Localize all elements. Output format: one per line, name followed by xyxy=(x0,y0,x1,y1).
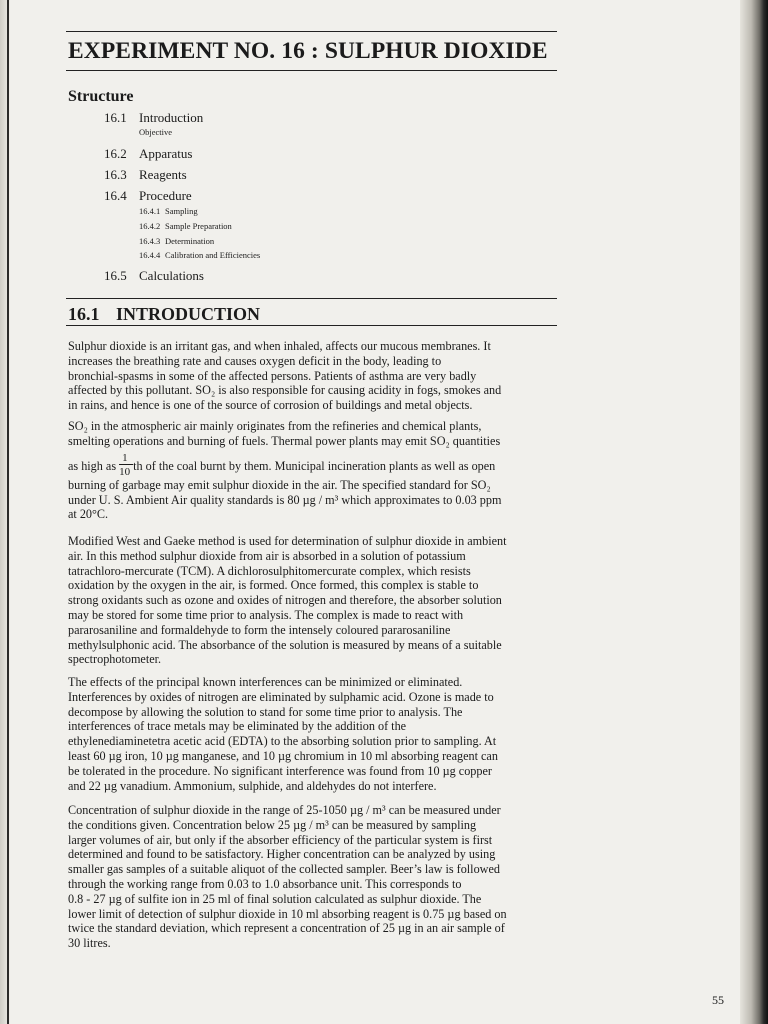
text-line: strong oxidants such as ozone and oxides of nitrogen and therefore, the absorber solution xyxy=(68,593,502,608)
toc-subitem-label: Sampling xyxy=(165,206,198,216)
text-line: methylsulphonic acid. The absorbance of the solution is measured by means of a suitable xyxy=(68,637,502,652)
structure-heading: Structure xyxy=(68,88,134,105)
text-line: The effects of the principal known interferences can be minimized or eliminated. xyxy=(68,675,463,689)
paragraph-method xyxy=(68,534,558,667)
text-line: smelting operations and burning of fuels. Thermal power plants may emit SO₂ quantities xyxy=(68,433,501,448)
text-line: oxidation by the oxygen in the air, is formed. Once formed, this complex is stable to xyxy=(68,578,479,593)
text-line: at 20°C. xyxy=(68,507,109,522)
toc-item xyxy=(104,110,203,126)
toc-item xyxy=(104,188,192,204)
text-line: be tolerated in the procedure. No significant interference was found from 10 µg copper xyxy=(68,763,492,778)
section-heading xyxy=(68,304,260,325)
toc-subitem xyxy=(139,127,172,137)
toc-subitem-label: Sample Preparation xyxy=(165,221,232,231)
page-right-shadow xyxy=(740,0,768,1024)
fraction-denominator: 10 xyxy=(119,465,131,478)
toc-item-number: 16.1 xyxy=(104,110,127,125)
toc-item-label: Calculations xyxy=(139,268,204,283)
toc-subitem xyxy=(139,250,260,260)
fraction xyxy=(119,451,133,478)
toc-subitem-number: 16.4.1 xyxy=(139,206,161,216)
text-line: 30 litres. xyxy=(68,936,111,951)
toc-subitem xyxy=(139,206,198,216)
text-line: affected by this pollutant. SO₂ is also responsible for causing acidity in fogs, smokes and xyxy=(68,383,502,398)
toc-item xyxy=(104,146,192,162)
toc-item-label: Reagents xyxy=(139,167,187,182)
text-line: and 22 µg vanadium. Ammonium, sulphide, and aldehydes do not interfere. xyxy=(68,778,437,793)
text-fragment: th of the coal burnt by them. Municipal incineration plants as well as open xyxy=(133,458,496,473)
paragraph-health-effects xyxy=(68,339,558,413)
paragraph-sources xyxy=(68,419,558,522)
toc-subitem-label: Determination xyxy=(165,236,215,246)
text-line: lower limit of detection of sulphur dioxide in 10 ml absorbing reagent is 0.75 µg based on xyxy=(68,906,507,921)
text-line: Modified West and Gaeke method is used for determination of sulphur dioxide in ambient xyxy=(68,534,507,548)
text-line: Sulphur dioxide is an irritant gas, and when inhaled, affects our mucous membranes. It xyxy=(68,339,491,353)
toc-subitem-number: 16.4.3 xyxy=(139,236,161,246)
text-line: Concentration of sulphur dioxide in the range of 25-1050 µg / m³ can be measured under xyxy=(68,803,501,817)
toc-subitem-number: 16.4.4 xyxy=(139,250,161,260)
text-line: twice the standard deviation, which represent a concentration of 25 µg in an air sample of xyxy=(68,921,505,936)
toc-subitem-label: Objective xyxy=(139,127,173,137)
toc-item xyxy=(104,167,187,183)
page-number: 55 xyxy=(712,993,724,1007)
section-bottom-rule xyxy=(66,325,557,326)
text-line: spectrophotometer. xyxy=(68,652,162,667)
text-line: pararosaniline and formaldehyde to form the intensely coloured pararosaniline xyxy=(68,622,451,637)
text-line: under U. S. Ambient Air quality standards is 80 µg / m³ which approximates to 0.03 ppm xyxy=(68,492,502,507)
text-line: in rains, and hence is one of the source of corrosion of buildings and metal objects. xyxy=(68,398,473,413)
fraction-numerator: 1 xyxy=(122,451,128,464)
title-top-rule xyxy=(66,31,557,32)
text-line: smaller gas samples of a suitable aliquot of the collected sampler. Beer’s law is followed xyxy=(68,862,500,877)
text-line: ethylenediaminetetra acetic acid (EDTA) to the absorbing solution prior to sampling. At xyxy=(68,734,497,749)
text-line: the conditions given. Concentration below 25 µg / m³ can be measured by sampling xyxy=(68,817,477,832)
paragraph-concentration xyxy=(68,803,558,951)
text-line: through the working range from 0.03 to 1.0 absorbance unit. This corresponds to xyxy=(68,876,462,891)
text-line: least 60 µg iron, 10 µg manganese, and 10 µg chromium in 10 ml absorbing reagent can xyxy=(68,748,498,763)
text-line: increases the breathing rate and causes oxygen deficit in the body, leading to xyxy=(68,353,442,368)
text-line: Interferences by oxides of nitrogen are eliminated by sulphamic acid. Ozone is made to xyxy=(68,689,494,704)
toc-item-number: 16.5 xyxy=(104,268,127,283)
toc-subitem-label: Calibration and Efficiencies xyxy=(165,250,261,260)
text-line: may be stored for some time prior to analysis. The complex is made to react with xyxy=(68,607,464,622)
title-bottom-rule xyxy=(66,70,557,71)
text-line: interferences of trace metals may be eliminated by the addition of the xyxy=(68,719,407,734)
toc-item-label: Introduction xyxy=(139,110,204,125)
binding-line xyxy=(7,0,9,1024)
text-line: SO₂ in the atmospheric air mainly originates from the refineries and chemical plants, xyxy=(68,419,482,433)
text-line: tatrachloro-mercurate (TCM). A dichlorosulphitomercurate complex, which resists xyxy=(68,563,471,578)
text-line: 0.8 - 27 µg of sulfite ion in 25 ml of final solution calculated as sulphur dioxide. The xyxy=(68,891,482,906)
page-title: EXPERIMENT NO. 16 : SULPHUR DIOXIDE xyxy=(68,38,548,64)
toc-subitem-number: 16.4.2 xyxy=(139,221,161,231)
toc-item xyxy=(104,268,204,284)
text-line: burning of garbage may emit sulphur dioxide in the air. The specified standard for SO₂ xyxy=(68,477,491,492)
toc-subitem xyxy=(139,236,214,246)
toc-subitem xyxy=(139,221,232,231)
section-number: 16.1 xyxy=(68,304,100,324)
section-title: INTRODUCTION xyxy=(116,304,261,324)
toc-item-label: Apparatus xyxy=(139,146,193,161)
text-line: bronchial-spasms in some of the affected persons. Patients of asthma are very badly xyxy=(68,368,477,383)
text-fragment: as high as xyxy=(68,458,120,473)
text-line: decompose by allowing the solution to stand for some time prior to analysis. The xyxy=(68,704,463,719)
text-line: determined and found to be satisfactory. Higher concentration can be analyzed by using xyxy=(68,847,496,862)
toc-item-number: 16.4 xyxy=(104,188,127,203)
text-line: air. In this method sulphur dioxide from air is absorbed in a solution of potassium xyxy=(68,548,466,563)
paragraph-interferences xyxy=(68,675,558,793)
section-top-rule xyxy=(66,298,557,299)
toc-item-label: Procedure xyxy=(139,188,192,203)
toc-item-number: 16.2 xyxy=(104,146,127,161)
text-line: larger volumes of air, but only if the absorber efficiency of the particular system is first xyxy=(68,832,493,847)
toc-item-number: 16.3 xyxy=(104,167,127,182)
text-line-with-fraction xyxy=(68,451,558,478)
